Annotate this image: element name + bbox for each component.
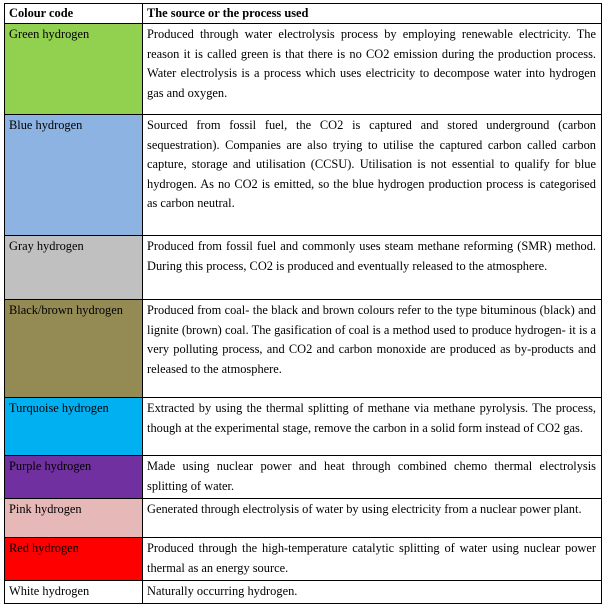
description-cell: Produced through water electrolysis process by employing renewable electricity. The reason it is called green is that there is no CO2 emission during the production process. Water electrolysis is a process which uses electricity to decompose water into hydrogen gas and oxygen. — [143, 24, 602, 115]
table-row — [5, 398, 602, 456]
description-cell: Generated through electrolysis of water by using electricity from a nuclear power plant. — [143, 499, 602, 538]
colour-code-cell: Pink hydrogen — [5, 499, 143, 538]
description-cell: Sourced from fossil fuel, the CO2 is captured and stored underground (carbon sequestration). Companies are also trying to utilise the captured carbon called carbon capture, storage and utilisation (CCSU). Utilisation is not essential to qualify for blue hydrogen. As no CO2 is emitted, so the blue hydrogen production process is categorised as carbon neutral. — [143, 115, 602, 236]
colour-code-cell: Gray hydrogen — [5, 236, 143, 300]
colour-code-cell: White hydrogen — [5, 581, 143, 604]
colour-code-cell: Red hydrogen — [5, 538, 143, 581]
header-source-process: The source or the process used — [143, 4, 602, 24]
table-row — [5, 115, 602, 236]
description-cell: Extracted by using the thermal splitting of methane via methane pyrolysis. The process, though at the experimental stage, remove the carbon in a solid form instead of CO2 gas. — [143, 398, 602, 456]
table-row — [5, 538, 602, 581]
table-row — [5, 581, 602, 604]
table-header-row — [5, 4, 602, 24]
description-cell: Produced from fossil fuel and commonly uses steam methane reforming (SMR) method. During this process, CO2 is produced and eventually released to the atmosphere. — [143, 236, 602, 300]
colour-code-cell: Purple hydrogen — [5, 456, 143, 499]
description-cell: Naturally occurring hydrogen. — [143, 581, 602, 604]
table-row — [5, 300, 602, 398]
table-row — [5, 24, 602, 115]
description-cell: Produced from coal- the black and brown colours refer to the type bituminous (black) and lignite (brown) coal. The gasification of coal is a method used to produce hydrogen- it is a very polluting process, and CO2 and carbon monoxide are produced as by-products and released to the atmosphere. — [143, 300, 602, 398]
colour-code-cell: Blue hydrogen — [5, 115, 143, 236]
colour-code-cell: Turquoise hydrogen — [5, 398, 143, 456]
description-cell: Made using nuclear power and heat through combined chemo thermal electrolysis splitting of water. — [143, 456, 602, 499]
colour-code-cell: Black/brown hydrogen — [5, 300, 143, 398]
colour-code-cell: Green hydrogen — [5, 24, 143, 115]
header-colour-code: Colour code — [5, 4, 143, 24]
description-cell: Produced through the high-temperature catalytic splitting of water using nuclear power thermal as an energy source. — [143, 538, 602, 581]
table-row — [5, 456, 602, 499]
table-row — [5, 236, 602, 300]
table-row — [5, 499, 602, 538]
hydrogen-colour-table — [4, 3, 602, 604]
